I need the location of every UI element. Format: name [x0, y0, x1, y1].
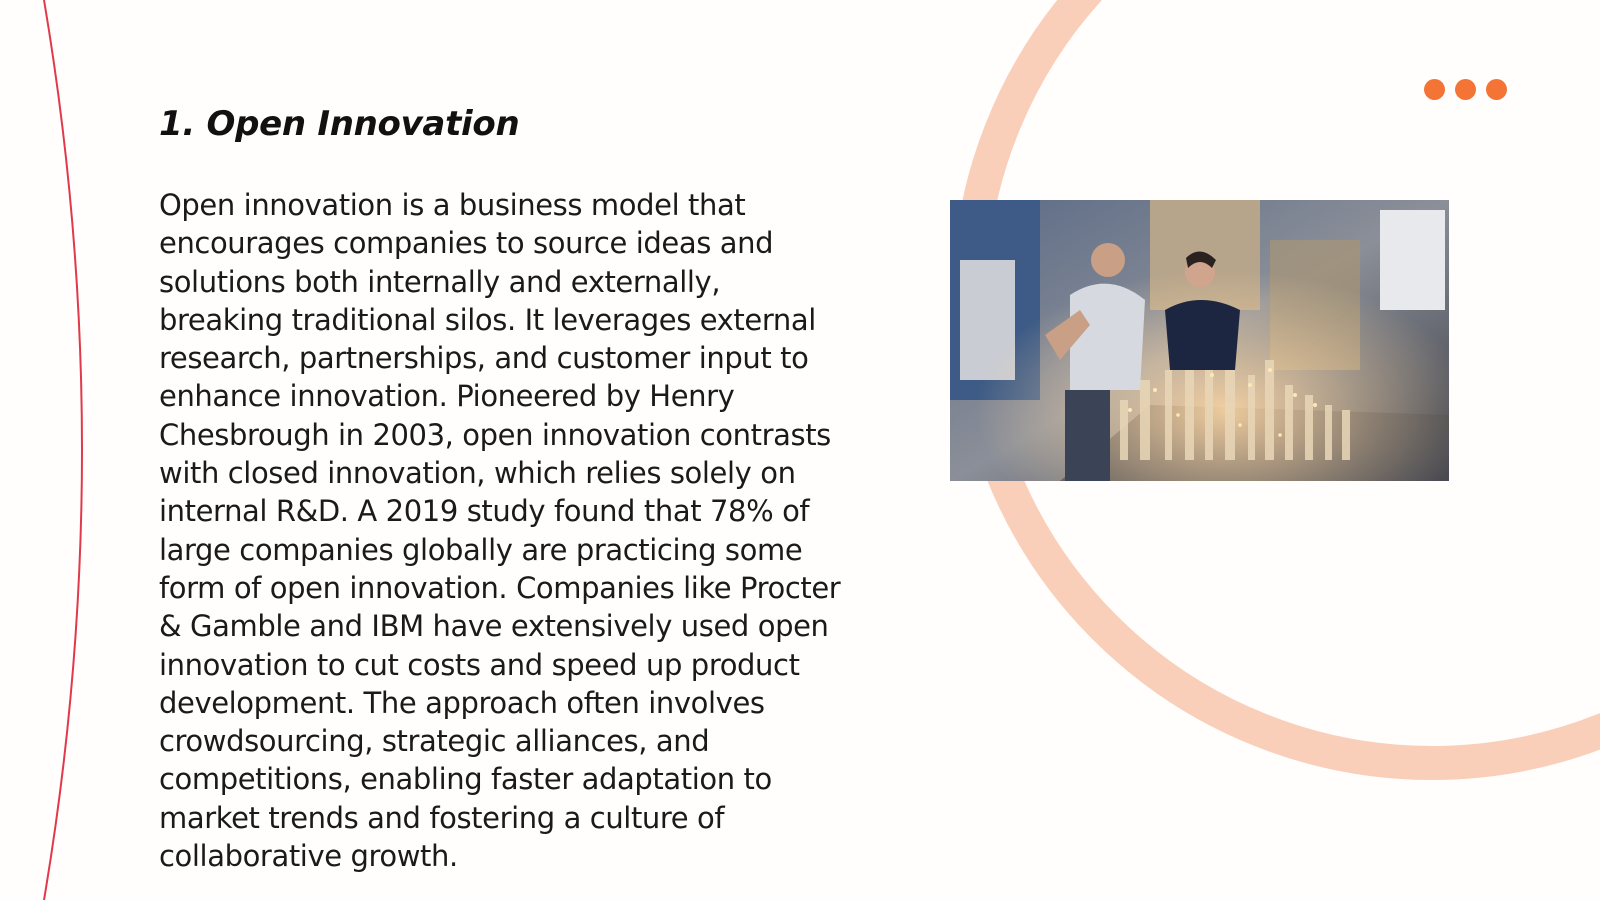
- dot: [1486, 79, 1507, 100]
- dot: [1455, 79, 1476, 100]
- slide-title: 1. Open Innovation: [159, 104, 520, 144]
- slide-body-text: Open innovation is a business model that encourages companies to source ideas and solutions both internally and externally, breaking traditional silos. It leverages external research, partnerships, and customer input to enhance innovation. Pioneered by Henry Chesbrough in 2003, open innovation contrasts with closed innovation, which relies solely on internal R&D. A 2019 study found that 78% of large companies globally are practicing some form of open innovation. Companies like Procter & Gamble and IBM have extensively used open innovation to cut costs and speed up product development. The approach often involves crowdsourcing, strategic alliances, and competitions, enabling faster adaptation to market trends and fostering a culture of collaborative growth.: [159, 188, 841, 874]
- more-dots-icon[interactable]: [1424, 79, 1507, 100]
- photo-two-people-city-model: [950, 200, 1449, 481]
- dot: [1424, 79, 1445, 100]
- left-arc-decoration: [0, 0, 120, 900]
